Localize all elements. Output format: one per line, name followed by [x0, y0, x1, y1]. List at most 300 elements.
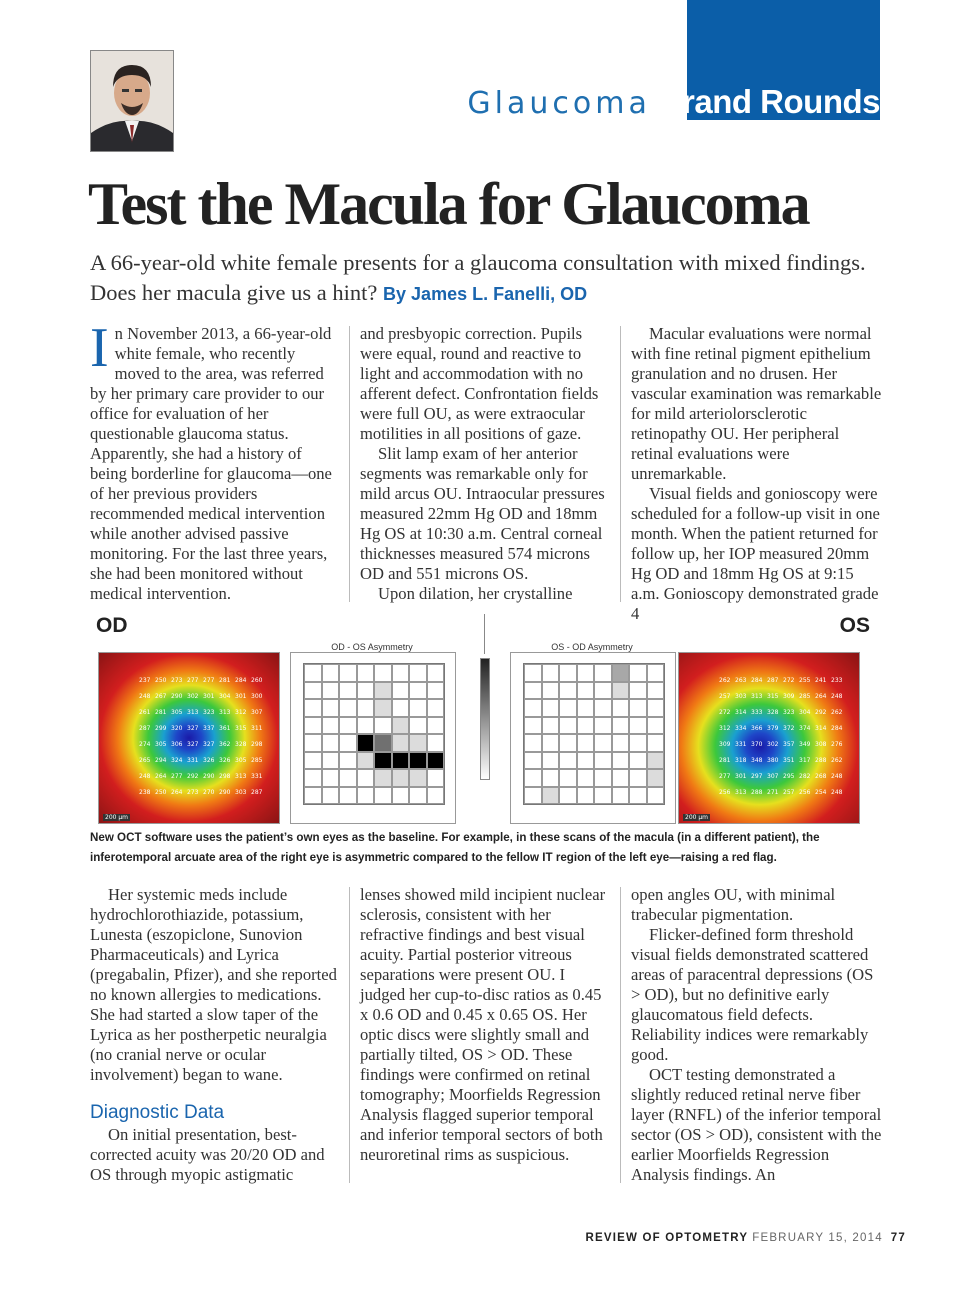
- asymmetry-cell: [542, 787, 560, 805]
- top-col3-p1: Macular evaluations were normal with fine retinal pigment epithelium granulation and no drusen. Her vascular examination was remarkable for mild arteriolorsclerotic retinopathy OU. Her peripheral retinal evaluations were unremarkable.: [631, 324, 882, 483]
- thickness-value: 292: [187, 773, 199, 780]
- thickness-value: 313: [735, 789, 747, 796]
- thickness-value: 370: [751, 741, 763, 748]
- thickness-value: 314: [735, 709, 747, 716]
- asymmetry-cell: [542, 752, 560, 770]
- asymmetry-cell: [612, 699, 630, 717]
- bottom-col3-p1: open angles OU, with minimal trabecular pigmentation.: [631, 885, 836, 924]
- thickness-value: 285: [799, 693, 811, 700]
- asymmetry-cell: [612, 734, 630, 752]
- thickness-value: 257: [719, 693, 731, 700]
- thickness-value: 288: [815, 757, 827, 764]
- thickness-value: 264: [815, 693, 827, 700]
- top-col2-p1: and presbyopic correction. Pupils were equal, round and reactive to light and accommodation with no afferent defect. Confrontation fields were full OU, as were extraocular motilities in all positions of gaze.: [360, 324, 599, 443]
- bottom-col3-p2: Flicker-defined form threshold visual fields demonstrated scattered areas of paracentral depressions (OS > OD), but no definitive early glaucomatous field defects. Reliability indices were remarkably good.: [631, 925, 874, 1064]
- asymmetry-cell: [559, 682, 577, 700]
- od-grid-title: OD - OS Asymmetry: [331, 642, 413, 652]
- asymmetry-cell: [304, 664, 322, 682]
- asymmetry-cell: [577, 717, 595, 735]
- asymmetry-cell: [409, 699, 427, 717]
- asymmetry-cell: [339, 734, 357, 752]
- thickness-value: 326: [219, 757, 231, 764]
- od-asymmetry-panel: [290, 652, 456, 824]
- thickness-value: 305: [235, 757, 247, 764]
- asymmetry-cell: [357, 734, 375, 752]
- bottom-col3-p3: OCT testing demonstrated a slightly reduced retinal nerve fiber layer (RNFL) of the inferior temporal sector (OS > OD), consistent with the earlier Moorfields Regression Analysis findings. An: [631, 1065, 882, 1184]
- asymmetry-cell: [577, 787, 595, 805]
- thickness-value: 348: [751, 757, 763, 764]
- asymmetry-cell: [542, 734, 560, 752]
- asymmetry-cell: [427, 787, 445, 805]
- thickness-value: 307: [251, 709, 263, 716]
- asymmetry-cell: [322, 682, 340, 700]
- thickness-value: 301: [203, 693, 215, 700]
- scale-bar-label: 200 µm: [685, 814, 709, 821]
- asymmetry-cell: [629, 752, 647, 770]
- asymmetry-cell: [374, 664, 392, 682]
- asymmetry-cell: [392, 734, 410, 752]
- thickness-value: 315: [235, 725, 247, 732]
- asymmetry-cell: [392, 699, 410, 717]
- thickness-value: 323: [783, 709, 795, 716]
- thickness-value: 303: [735, 693, 747, 700]
- article-headline: Test the Macula for Glaucoma: [88, 171, 809, 237]
- thickness-value: 304: [799, 709, 811, 716]
- thickness-value: 290: [171, 693, 183, 700]
- thickness-value: 366: [751, 725, 763, 732]
- thickness-value: 297: [751, 773, 763, 780]
- scale-bar-label: 200 µm: [105, 814, 129, 821]
- asymmetry-cell: [409, 664, 427, 682]
- bottom-column-2: [360, 885, 612, 1165]
- od-asymmetry-grid: [303, 663, 445, 805]
- thickness-value: 298: [251, 741, 263, 748]
- asymmetry-cell: [629, 769, 647, 787]
- asymmetry-cell: [304, 734, 322, 752]
- thickness-value: 241: [815, 677, 827, 684]
- os-label: OS: [839, 614, 870, 637]
- asymmetry-cell: [542, 699, 560, 717]
- asymmetry-cell: [322, 717, 340, 735]
- asymmetry-cell: [322, 752, 340, 770]
- asymmetry-cell: [559, 734, 577, 752]
- asymmetry-cell: [524, 734, 542, 752]
- bottom-column-1: [90, 885, 340, 1185]
- od-thickness-map: [98, 652, 280, 824]
- thickness-value: 327: [203, 741, 215, 748]
- thickness-value: 314: [815, 725, 827, 732]
- thickness-value: 268: [815, 773, 827, 780]
- thickness-value: 256: [799, 789, 811, 796]
- os-grid-title: OS - OD Asymmetry: [551, 642, 633, 652]
- asymmetry-cell: [339, 717, 357, 735]
- asymmetry-cell: [409, 769, 427, 787]
- thickness-value: 277: [171, 773, 183, 780]
- asymmetry-cell: [339, 682, 357, 700]
- thickness-value: 248: [139, 773, 151, 780]
- thickness-value: 295: [783, 773, 795, 780]
- asymmetry-cell: [647, 699, 665, 717]
- asymmetry-cell: [577, 734, 595, 752]
- thickness-value: 315: [767, 693, 779, 700]
- thickness-value: 270: [203, 789, 215, 796]
- thickness-value: 264: [171, 789, 183, 796]
- thickness-value: 379: [767, 725, 779, 732]
- asymmetry-cell: [577, 682, 595, 700]
- thickness-value: 262: [831, 709, 843, 716]
- asymmetry-cell: [339, 752, 357, 770]
- thickness-value: 287: [139, 725, 151, 732]
- asymmetry-cell: [647, 682, 665, 700]
- asymmetry-cell: [427, 752, 445, 770]
- thickness-value: 302: [187, 693, 199, 700]
- asymmetry-cell: [612, 769, 630, 787]
- asymmetry-cell: [427, 769, 445, 787]
- column-rule: [349, 326, 350, 602]
- thickness-value: 313: [751, 693, 763, 700]
- thickness-value: 306: [171, 741, 183, 748]
- asymmetry-cell: [409, 717, 427, 735]
- thickness-value: 272: [719, 709, 731, 716]
- thickness-value: 311: [251, 725, 263, 732]
- asymmetry-cell: [577, 664, 595, 682]
- thickness-value: 274: [139, 741, 151, 748]
- oct-figure: [90, 612, 876, 824]
- thickness-value: 284: [831, 725, 843, 732]
- asymmetry-cell: [304, 699, 322, 717]
- asymmetry-cell: [357, 682, 375, 700]
- bottom-column-3: [631, 885, 883, 1185]
- thickness-value: 357: [783, 741, 795, 748]
- asymmetry-cell: [542, 682, 560, 700]
- thickness-value: 248: [831, 693, 843, 700]
- asymmetry-cell: [374, 717, 392, 735]
- top-col3-p2: Visual fields and gonioscopy were scheduled for a follow-up visit in one month. When the patient returned for follow up, her IOP measured 20mm Hg OD and 18mm Hg OS at 9:15 a.m. Gonioscopy demonstrated grade 4: [631, 484, 880, 623]
- thickness-value: 281: [155, 709, 167, 716]
- author-byline: By James L. Fanelli, OD: [383, 284, 588, 304]
- asymmetry-cell: [427, 717, 445, 735]
- thickness-value: 331: [187, 757, 199, 764]
- asymmetry-cell: [304, 787, 322, 805]
- article-deck: [90, 248, 890, 309]
- asymmetry-cell: [647, 787, 665, 805]
- asymmetry-cell: [594, 664, 612, 682]
- asymmetry-cell: [559, 699, 577, 717]
- asymmetry-cell: [374, 769, 392, 787]
- thickness-value: 248: [831, 773, 843, 780]
- asymmetry-cell: [339, 699, 357, 717]
- thickness-value: 380: [767, 757, 779, 764]
- thickness-value: 318: [735, 757, 747, 764]
- thickness-value: 238: [139, 789, 151, 796]
- thickness-value: 294: [155, 757, 167, 764]
- grayscale-legend: [480, 658, 490, 780]
- os-asymmetry-grid: [523, 663, 665, 805]
- asymmetry-cell: [629, 787, 647, 805]
- asymmetry-cell: [577, 769, 595, 787]
- asymmetry-cell: [427, 664, 445, 682]
- asymmetry-cell: [357, 699, 375, 717]
- asymmetry-cell: [524, 717, 542, 735]
- thickness-value: 331: [735, 741, 747, 748]
- asymmetry-cell: [647, 769, 665, 787]
- section-title: [467, 83, 880, 121]
- asymmetry-cell: [374, 752, 392, 770]
- asymmetry-cell: [392, 717, 410, 735]
- asymmetry-cell: [357, 787, 375, 805]
- thickness-value: 248: [139, 693, 151, 700]
- asymmetry-cell: [374, 682, 392, 700]
- asymmetry-cell: [629, 734, 647, 752]
- asymmetry-cell: [647, 664, 665, 682]
- column-rule: [349, 887, 350, 1183]
- asymmetry-cell: [647, 752, 665, 770]
- asymmetry-cell: [629, 717, 647, 735]
- asymmetry-cell: [594, 699, 612, 717]
- thickness-value: 309: [719, 741, 731, 748]
- thickness-value: 327: [187, 741, 199, 748]
- asymmetry-cell: [559, 787, 577, 805]
- thickness-value: 302: [767, 741, 779, 748]
- thickness-value: 298: [219, 773, 231, 780]
- figure-divider: [484, 614, 485, 654]
- thickness-value: 351: [783, 757, 795, 764]
- thickness-value: 328: [767, 709, 779, 716]
- asymmetry-cell: [409, 734, 427, 752]
- thickness-value: 267: [155, 693, 167, 700]
- asymmetry-cell: [392, 664, 410, 682]
- asymmetry-cell: [524, 769, 542, 787]
- asymmetry-cell: [339, 769, 357, 787]
- thickness-value: 256: [719, 789, 731, 796]
- thickness-value: 265: [139, 757, 151, 764]
- asymmetry-cell: [559, 769, 577, 787]
- thickness-value: 273: [187, 789, 199, 796]
- os-asymmetry-panel: [510, 652, 676, 824]
- thickness-value: 254: [815, 789, 827, 796]
- column-rule: [620, 887, 621, 1183]
- thickness-value: 277: [719, 773, 731, 780]
- thickness-value: 299: [155, 725, 167, 732]
- asymmetry-cell: [322, 699, 340, 717]
- asymmetry-cell: [392, 787, 410, 805]
- magazine-name: REVIEW OF OPTOMETRY: [585, 1232, 749, 1244]
- asymmetry-cell: [594, 787, 612, 805]
- asymmetry-cell: [339, 664, 357, 682]
- deck-text: A 66-year-old white female presents for a glaucoma consultation with mixed findings. Does her macula give us a hint?: [90, 250, 866, 305]
- thickness-value: 313: [235, 773, 247, 780]
- asymmetry-cell: [524, 752, 542, 770]
- asymmetry-cell: [409, 682, 427, 700]
- thickness-value: 334: [735, 725, 747, 732]
- thickness-value: 317: [799, 757, 811, 764]
- thickness-value: 250: [155, 677, 167, 684]
- asymmetry-cell: [322, 664, 340, 682]
- asymmetry-cell: [304, 682, 322, 700]
- asymmetry-cell: [559, 664, 577, 682]
- asymmetry-cell: [594, 682, 612, 700]
- issue-date: FEBRUARY 15, 2014: [752, 1232, 883, 1244]
- asymmetry-cell: [322, 787, 340, 805]
- thickness-value: 331: [251, 773, 263, 780]
- asymmetry-cell: [612, 787, 630, 805]
- asymmetry-cell: [612, 752, 630, 770]
- asymmetry-cell: [357, 717, 375, 735]
- asymmetry-cell: [542, 664, 560, 682]
- asymmetry-cell: [427, 699, 445, 717]
- asymmetry-cell: [524, 787, 542, 805]
- thickness-value: 264: [155, 773, 167, 780]
- thickness-value: 261: [139, 709, 151, 716]
- top-col1-paragraph: [90, 317, 340, 604]
- asymmetry-cell: [427, 734, 445, 752]
- asymmetry-cell: [322, 734, 340, 752]
- asymmetry-cell: [629, 682, 647, 700]
- thickness-value: 300: [251, 693, 263, 700]
- asymmetry-cell: [559, 717, 577, 735]
- thickness-value: 272: [783, 677, 795, 684]
- thickness-value: 313: [219, 709, 231, 716]
- asymmetry-cell: [524, 664, 542, 682]
- top-col2-p3: Upon dilation, her crystalline: [378, 584, 573, 603]
- asymmetry-cell: [304, 769, 322, 787]
- asymmetry-cell: [409, 752, 427, 770]
- thickness-value: 290: [203, 773, 215, 780]
- asymmetry-cell: [427, 682, 445, 700]
- asymmetry-cell: [577, 752, 595, 770]
- thickness-value: 288: [751, 789, 763, 796]
- asymmetry-cell: [304, 717, 322, 735]
- thickness-value: 273: [171, 677, 183, 684]
- subhead-diagnostic-data: Diagnostic Data: [90, 1102, 225, 1123]
- page-footer: [585, 1232, 906, 1244]
- thickness-value: 284: [235, 677, 247, 684]
- thickness-value: 284: [751, 677, 763, 684]
- thickness-value: 305: [171, 709, 183, 716]
- asymmetry-cell: [357, 664, 375, 682]
- thickness-value: 333: [751, 709, 763, 716]
- asymmetry-cell: [524, 699, 542, 717]
- top-col2-p2: Slit lamp exam of her anterior segments was remarkable only for mild arcus OU. Intraocular pressures measured 22mm Hg OD and 18mm Hg OS at 10:30 a.m. Central corneal thicknesses measured 574 microns OD and 551 microns OS.: [360, 444, 605, 583]
- thickness-value: 327: [187, 725, 199, 732]
- asymmetry-cell: [594, 717, 612, 735]
- thickness-value: 349: [799, 741, 811, 748]
- thickness-value: 312: [235, 709, 247, 716]
- thickness-value: 308: [815, 741, 827, 748]
- thickness-value: 233: [831, 677, 843, 684]
- section-title-bold: Grand Rounds: [656, 83, 880, 120]
- thickness-value: 263: [735, 677, 747, 684]
- asymmetry-cell: [374, 699, 392, 717]
- thickness-value: 337: [203, 725, 215, 732]
- asymmetry-cell: [612, 682, 630, 700]
- page-number: 77: [890, 1232, 906, 1244]
- thickness-value: 287: [251, 789, 263, 796]
- section-title-thin: Glaucoma: [467, 86, 651, 121]
- bottom-col2-p1: lenses showed mild incipient nuclear sclerosis, consistent with her refractive findings and best visual acuity. Partial posterior vitreous separations were present OU. I judged her cup-to-disc ratios as 0.45 x 0.6 OD and 0.45 x 0.65 OS. Her optic discs were slightly small and partially tilted, OS > OD. These findings were confirmed on retinal tomography; Moorfields Regression Analysis flagged superior temporal and inferior temporal sectors of both neuroretinal rims as suspicious.: [360, 885, 606, 1164]
- thickness-value: 307: [767, 773, 779, 780]
- thickness-value: 276: [831, 741, 843, 748]
- asymmetry-cell: [304, 752, 322, 770]
- thickness-value: 262: [831, 757, 843, 764]
- thickness-value: 326: [203, 757, 215, 764]
- thickness-value: 255: [799, 677, 811, 684]
- asymmetry-cell: [612, 717, 630, 735]
- thickness-value: 260: [251, 677, 263, 684]
- asymmetry-cell: [392, 682, 410, 700]
- bottom-col1-p2: On initial presentation, best-corrected acuity was 20/20 OD and OS through myopic astigmatic: [90, 1125, 325, 1184]
- asymmetry-cell: [629, 664, 647, 682]
- thickness-value: 281: [719, 757, 731, 764]
- asymmetry-cell: [524, 682, 542, 700]
- thickness-value: 312: [719, 725, 731, 732]
- thickness-value: 257: [783, 789, 795, 796]
- asymmetry-cell: [647, 734, 665, 752]
- asymmetry-cell: [409, 787, 427, 805]
- thickness-value: 328: [235, 741, 247, 748]
- asymmetry-cell: [392, 752, 410, 770]
- top-column-3: [631, 324, 883, 624]
- figure-caption: New OCT software uses the patient’s own eyes as the baseline. For example, in these scans of the macula (in a different patient), the inferotemporal arcuate area of the right eye is asymmetric compared to the fellow IT region of the left eye—raising a red flag.: [90, 831, 820, 864]
- top-col1-text: n November 2013, a 66-year-old white female, who recently moved to the area, was referred by her primary care provider to our office for evaluation of her questionable glaucoma status. Apparently, she had a history of being borderline for glaucoma—one of her previous providers recommended medical intervention while another advised passive monitoring. For the last three years, she had been monitored without medical intervention.: [90, 324, 332, 603]
- asymmetry-cell: [594, 752, 612, 770]
- thickness-value: 285: [251, 757, 263, 764]
- od-label: OD: [96, 614, 128, 637]
- asymmetry-cell: [357, 769, 375, 787]
- thickness-value: 250: [155, 789, 167, 796]
- thickness-value: 277: [187, 677, 199, 684]
- thickness-value: 237: [139, 677, 151, 684]
- asymmetry-cell: [339, 787, 357, 805]
- thickness-value: 287: [767, 677, 779, 684]
- thickness-value: 313: [187, 709, 199, 716]
- asymmetry-cell: [594, 769, 612, 787]
- thickness-value: 271: [767, 789, 779, 796]
- asymmetry-cell: [392, 769, 410, 787]
- asymmetry-cell: [357, 752, 375, 770]
- thickness-value: 248: [831, 789, 843, 796]
- thickness-value: 292: [815, 709, 827, 716]
- asymmetry-cell: [374, 787, 392, 805]
- thickness-value: 282: [799, 773, 811, 780]
- asymmetry-cell: [612, 664, 630, 682]
- thickness-value: 361: [219, 725, 231, 732]
- thickness-value: 324: [171, 757, 183, 764]
- asymmetry-cell: [647, 717, 665, 735]
- thickness-value: 281: [219, 677, 231, 684]
- thickness-value: 301: [735, 773, 747, 780]
- asymmetry-cell: [629, 699, 647, 717]
- asymmetry-cell: [577, 699, 595, 717]
- thickness-value: 262: [719, 677, 731, 684]
- top-column-1: [90, 317, 340, 604]
- drop-cap: I: [90, 317, 109, 379]
- top-column-2: [360, 324, 612, 604]
- thickness-value: 320: [171, 725, 183, 732]
- thickness-value: 372: [783, 725, 795, 732]
- asymmetry-cell: [559, 752, 577, 770]
- os-thickness-map: [678, 652, 860, 824]
- thickness-value: 374: [799, 725, 811, 732]
- thickness-value: 301: [235, 693, 247, 700]
- asymmetry-cell: [322, 769, 340, 787]
- asymmetry-cell: [542, 769, 560, 787]
- bottom-col1-p1: Her systemic meds include hydrochlorothiazide, potassium, Lunesta (eszopiclone, Sunovion Pharmaceuticals) and Lyrica (pregabalin, Pfizer), and she reported no known allergies to medications. She had started a slow taper of the Lyrica as her postherpetic neuralgia (no cranial nerve or ocular involvement) began to wane.: [90, 885, 337, 1084]
- asymmetry-cell: [374, 734, 392, 752]
- thickness-value: 305: [155, 741, 167, 748]
- author-portrait-image: [91, 51, 173, 151]
- author-photo: [90, 50, 174, 152]
